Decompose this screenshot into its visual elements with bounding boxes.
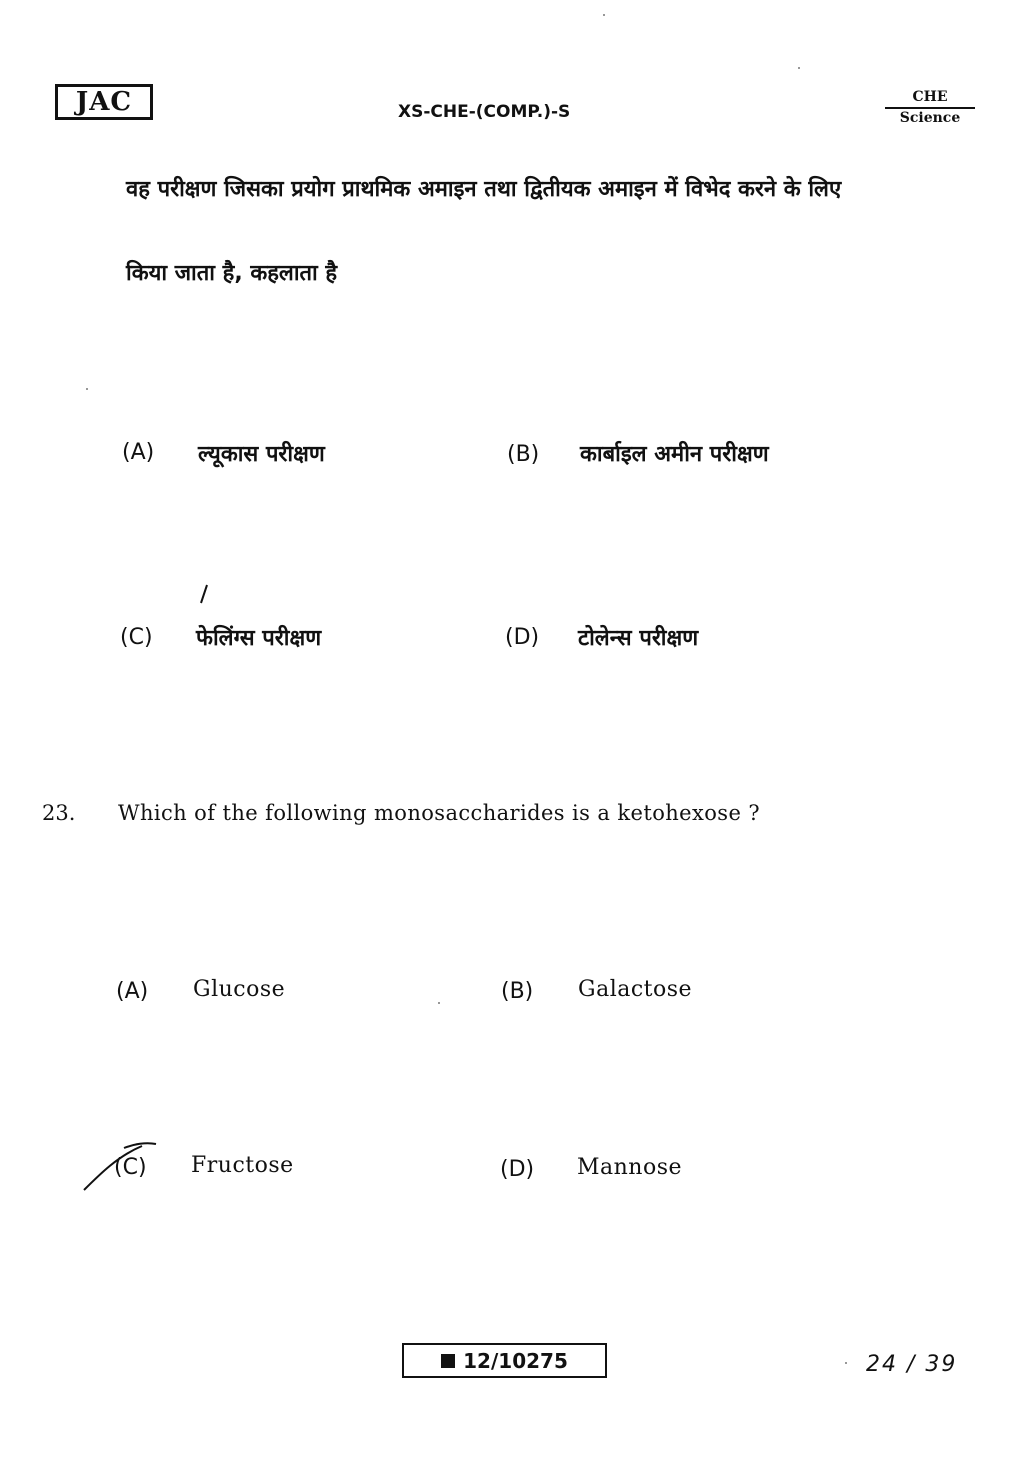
- q22-option-a-letter: (A): [122, 440, 155, 465]
- board-label-box: [55, 84, 153, 120]
- scan-speck: [798, 67, 800, 69]
- q23-option-c-text[interactable]: Fructose: [191, 1153, 294, 1178]
- tick-mark-icon: [196, 583, 212, 605]
- q22-option-c-text[interactable]: फेलिंग्स परीक्षण: [196, 626, 322, 651]
- q23-option-d-text[interactable]: Mannose: [577, 1155, 683, 1180]
- subject-fraction: [885, 88, 975, 127]
- q23-option-c-letter: (C): [114, 1155, 147, 1180]
- q22-option-c-letter: (C): [120, 625, 153, 650]
- scan-speck: [603, 14, 605, 16]
- q22-option-b-text[interactable]: कार्बाइल अमीन परीक्षण: [580, 442, 769, 467]
- q22-option-d-letter: (D): [505, 625, 540, 650]
- booklet-code: 12/10275: [463, 1348, 568, 1373]
- q23-option-a-letter: (A): [116, 979, 149, 1004]
- paper-code: XS-CHE-(COMP.)-S: [398, 102, 571, 122]
- q22-text-line1: वह परीक्षण जिसका प्रयोग प्राथमिक अमाइन तथा द्वितीयक अमाइन में विभेद करने के लिए: [126, 177, 842, 202]
- q23-option-b-letter: (B): [501, 979, 534, 1004]
- q23-option-b-text[interactable]: Galactose: [578, 977, 693, 1002]
- q22-option-a-text[interactable]: ल्यूकास परीक्षण: [198, 442, 325, 467]
- subject-name: Science: [899, 110, 961, 126]
- square-bullet-icon: [441, 1354, 455, 1368]
- q22-option-d-text[interactable]: टोलेन्स परीक्षण: [578, 626, 699, 651]
- q23-option-a-text[interactable]: Glucose: [193, 977, 286, 1002]
- scan-speck: [845, 1362, 847, 1364]
- subject-code: CHE: [885, 88, 975, 109]
- board-label: JAC: [75, 87, 133, 117]
- scan-speck: [438, 1002, 440, 1004]
- q23-text: Which of the following monosaccharides is a ketohexose ?: [118, 801, 761, 825]
- q23-option-d-letter: (D): [500, 1157, 535, 1182]
- q22-option-b-letter: (B): [507, 442, 540, 467]
- q22-text-line2: किया जाता है, कहलाता है: [126, 261, 338, 286]
- page-indicator: 24 / 39: [866, 1352, 958, 1377]
- q23-number: 23.: [42, 801, 76, 825]
- scan-speck: [86, 388, 88, 390]
- booklet-code-box: [402, 1343, 607, 1378]
